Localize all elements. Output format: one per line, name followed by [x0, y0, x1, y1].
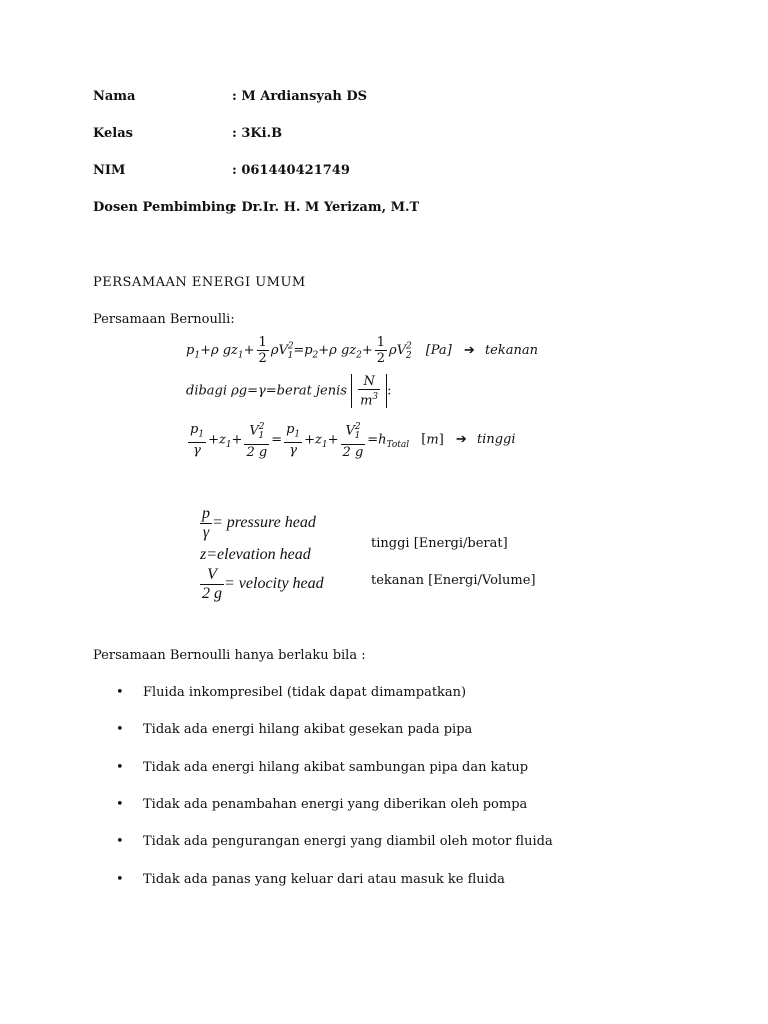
conditions-intro: Persamaan Bernoulli hanya berlaku bila :	[93, 648, 366, 663]
label-nim: NIM	[93, 163, 126, 178]
bullet-icon: •	[116, 834, 124, 849]
equation-bernoulli: $p_1+\rho$ $gz_1+$ $\frac{1}{2}$ $\rho V^2_1=p_2+\rho$ $gz_2+$ $\frac{1}{2}$ $\rho V^2_2$ [Pa] ➔ tekanan	[186, 335, 538, 366]
list-item: Tidak ada penambahan energi yang diberikan oleh pompa	[143, 797, 528, 812]
elevation-head: z=elevation head	[200, 546, 311, 563]
list-item: Fluida inkompresibel (tidak dapat dimampatkan)	[143, 685, 467, 700]
list-item: Tidak ada energi hilang akibat sambungan pipa dan katup	[143, 760, 529, 775]
label-dosen: Dosen Pembimbing	[93, 200, 235, 215]
eq2-text: dibagi ρg=γ=berat jenis	[186, 383, 347, 399]
bullet-icon: •	[116, 872, 124, 887]
equation-dibagi: dibagi ρg=γ=berat jenis $\frac{N}{m^3}$ :	[186, 374, 392, 409]
label-kelas: Kelas	[93, 126, 133, 141]
list-item: Tidak ada energi hilang akibat gesekan pada pipa	[143, 722, 473, 737]
bullet-icon: •	[116, 722, 124, 737]
bullet-icon: •	[116, 797, 124, 812]
section-title: PERSAMAAN ENERGI UMUM	[93, 275, 306, 290]
list-item: Tidak ada panas yang keluar dari atau masuk ke fluida	[143, 872, 505, 887]
value-dosen: : Dr.Ir. H. M Yerizam, M.T	[232, 200, 420, 215]
eq3-note: tinggi	[476, 432, 516, 448]
bullet-icon: •	[116, 760, 124, 775]
list-item: Tidak ada pengurangan energi yang diambil oleh motor fluida	[143, 834, 553, 849]
equation-head: $\frac{p_1}{\gamma}$ $+z_1+$ $\frac{V^2_1}{2 g}$ = $\frac{p_1}{\gamma}$ $+z_1+$ $\frac{V^2_1}{2 g}$ $=h_{Total}$ [m] ➔ tinggi	[190, 421, 516, 460]
eq1-note: tekanan	[484, 343, 538, 358]
bernoulli-label: Persamaan Bernoulli:	[93, 312, 235, 327]
arrow-right-icon: ➔	[463, 343, 475, 358]
label-nama: Nama	[93, 89, 136, 104]
value-nama: : M Ardiansyah DS	[232, 89, 368, 104]
bullet-icon: •	[116, 685, 124, 700]
value-kelas: : 3Ki.B	[232, 126, 283, 141]
pressure-head: $\frac{p}{\gamma}$ = pressure head	[202, 505, 316, 541]
velocity-head: $\frac{V}{2 g}$ = velocity head	[202, 566, 324, 602]
note-tinggi: tinggi [Energi/berat]	[371, 536, 508, 551]
value-nim: : 061440421749	[232, 163, 350, 178]
note-tekanan: tekanan [Energi/Volume]	[371, 573, 536, 588]
arrow-right-icon: ➔	[455, 432, 467, 448]
